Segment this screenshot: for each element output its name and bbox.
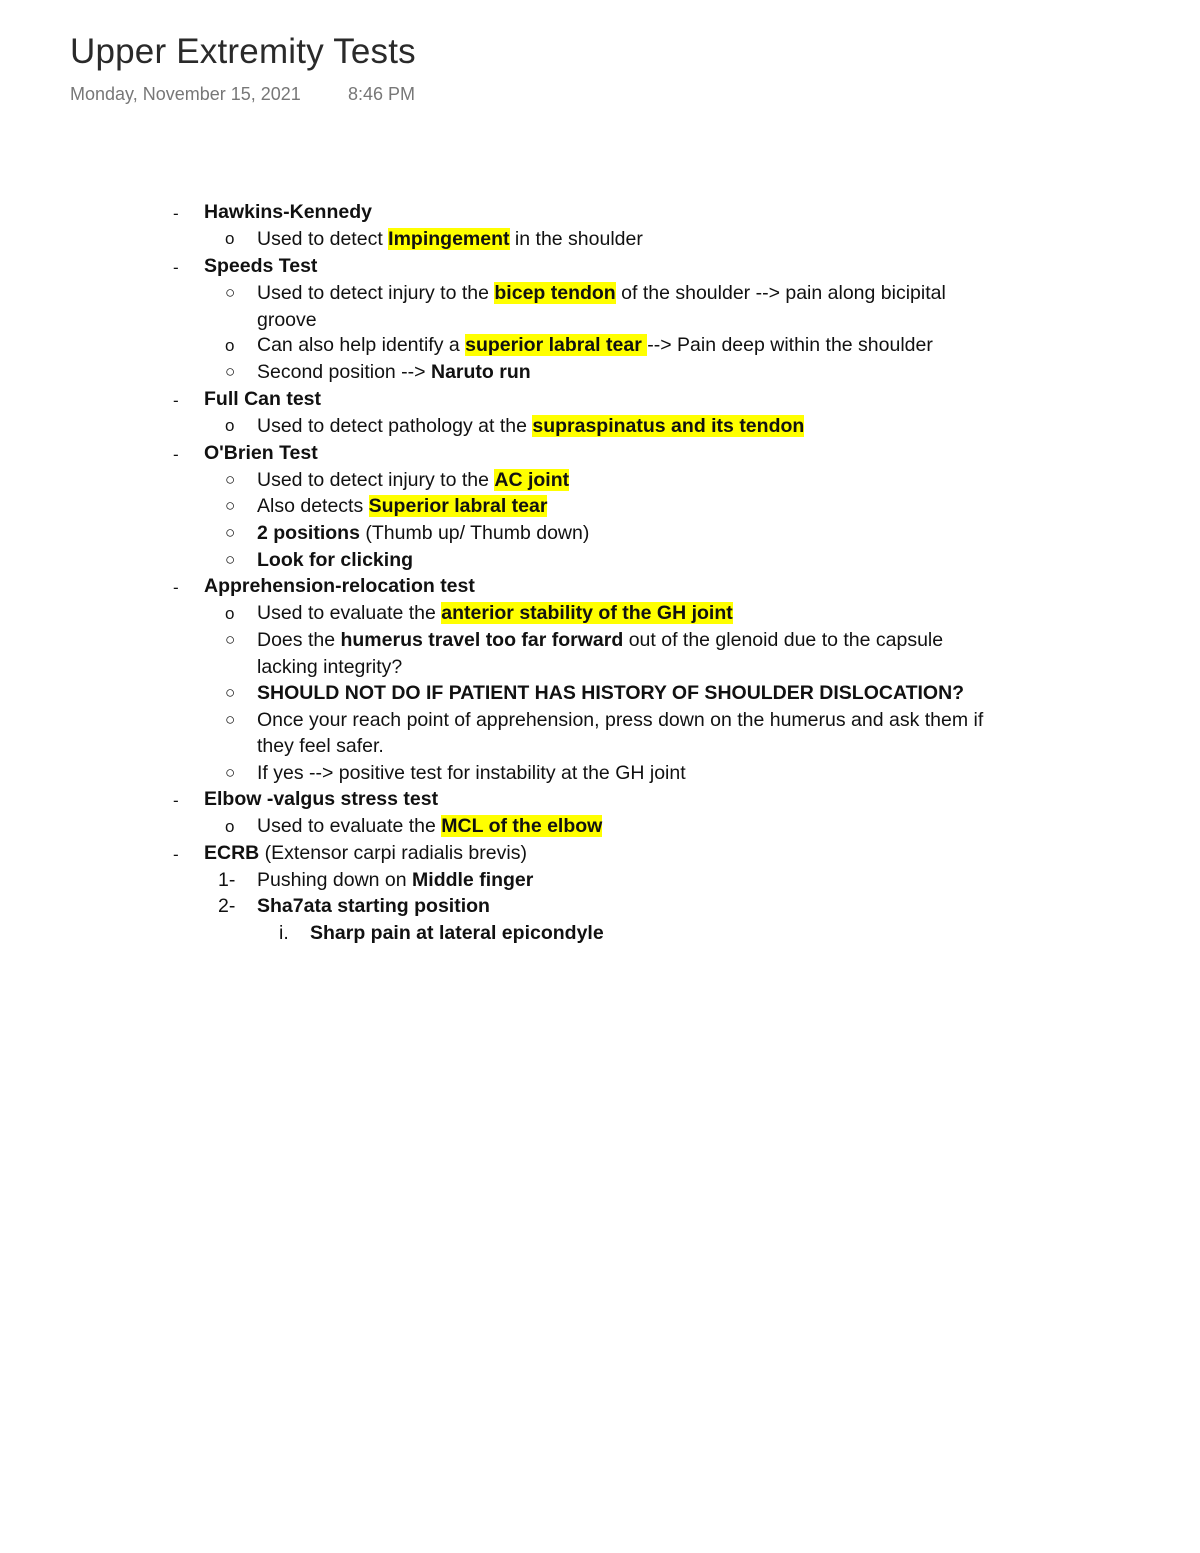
bullet-text: Used to detect pathology at the supraspinatus and its tendon: [257, 415, 805, 437]
dash-marker: -: [173, 578, 179, 597]
test-heading: Full Can test: [204, 388, 322, 410]
bullet-text: Used to evaluate the MCL of the elbow: [257, 815, 603, 837]
note-date: Monday, November 15, 2021: [70, 84, 301, 104]
test-heading: O'Brien Test: [204, 442, 318, 464]
roman-marker: i.: [279, 922, 289, 944]
bullet-text-continued: groove: [257, 309, 317, 331]
dash-marker: -: [173, 845, 179, 864]
bullet-marker: o: [225, 416, 235, 435]
bullet-marker: ○: [225, 630, 236, 649]
bullet-text-continued: lacking integrity?: [257, 656, 403, 678]
bullet-marker: o: [225, 336, 235, 355]
test-heading: Speeds Test: [204, 255, 318, 277]
bullet-marker: ○: [225, 550, 236, 569]
number-marker: 2-: [218, 895, 236, 917]
dash-marker: -: [173, 258, 179, 277]
bullet-text: Can also help identify a superior labral tear --> Pain deep within the shoulder: [257, 334, 933, 356]
bullet-text: Used to detect injury to the bicep tendon of the shoulder --> pain along bicipital: [257, 282, 946, 304]
bullet-text: Once your reach point of apprehension, press down on the humerus and ask them if: [257, 709, 984, 731]
bullet-marker: ○: [225, 523, 236, 542]
dash-marker: -: [173, 204, 179, 223]
note-time: 8:46 PM: [348, 84, 416, 104]
bullet-marker: o: [225, 604, 235, 623]
bullet-text: Does the humerus travel too far forward out of the glenoid due to the capsule: [257, 629, 944, 651]
bullet-marker: ○: [225, 362, 236, 381]
test-heading: Hawkins-Kennedy: [204, 201, 372, 223]
bullet-marker: o: [225, 817, 235, 836]
bullet-text: Used to detect injury to the AC joint: [257, 469, 570, 491]
bullet-text-continued: they feel safer.: [257, 735, 384, 757]
bullet-text: Look for clicking: [257, 549, 414, 571]
bullet-text: 2 positions (Thumb up/ Thumb down): [257, 522, 590, 544]
bullet-text: Used to evaluate the anterior stability of the GH joint: [257, 602, 733, 624]
bullet-marker: ○: [225, 710, 236, 729]
test-heading: Elbow -valgus stress test: [204, 788, 439, 810]
numbered-text: Pushing down on Middle finger: [257, 869, 534, 891]
bullet-marker: o: [225, 229, 235, 248]
bullet-marker: ○: [225, 763, 236, 782]
bullet-text: Used to detect Impingement in the shoulder: [257, 228, 643, 250]
bullet-text: If yes --> positive test for instability at the GH joint: [257, 762, 686, 784]
bullet-marker: ○: [225, 683, 236, 702]
dash-marker: -: [173, 391, 179, 410]
page-title: Upper Extremity Tests: [70, 32, 416, 71]
dash-marker: -: [173, 791, 179, 810]
bullet-marker: ○: [225, 496, 236, 515]
test-heading: Apprehension-relocation test: [204, 575, 475, 597]
test-heading: ECRB (Extensor carpi radialis brevis): [204, 842, 527, 864]
bullet-text: Second position --> Naruto run: [257, 361, 531, 383]
dash-marker: -: [173, 445, 179, 464]
numbered-text: Sha7ata starting position: [257, 895, 490, 917]
bullet-marker: ○: [225, 470, 236, 489]
number-marker: 1-: [218, 869, 236, 891]
sub-item-text: Sharp pain at lateral epicondyle: [310, 922, 604, 944]
bullet-text: SHOULD NOT DO IF PATIENT HAS HISTORY OF SHOULDER DISLOCATION?: [257, 682, 965, 704]
bullet-marker: ○: [225, 283, 236, 302]
bullet-text: Also detects Superior labral tear: [257, 495, 548, 517]
